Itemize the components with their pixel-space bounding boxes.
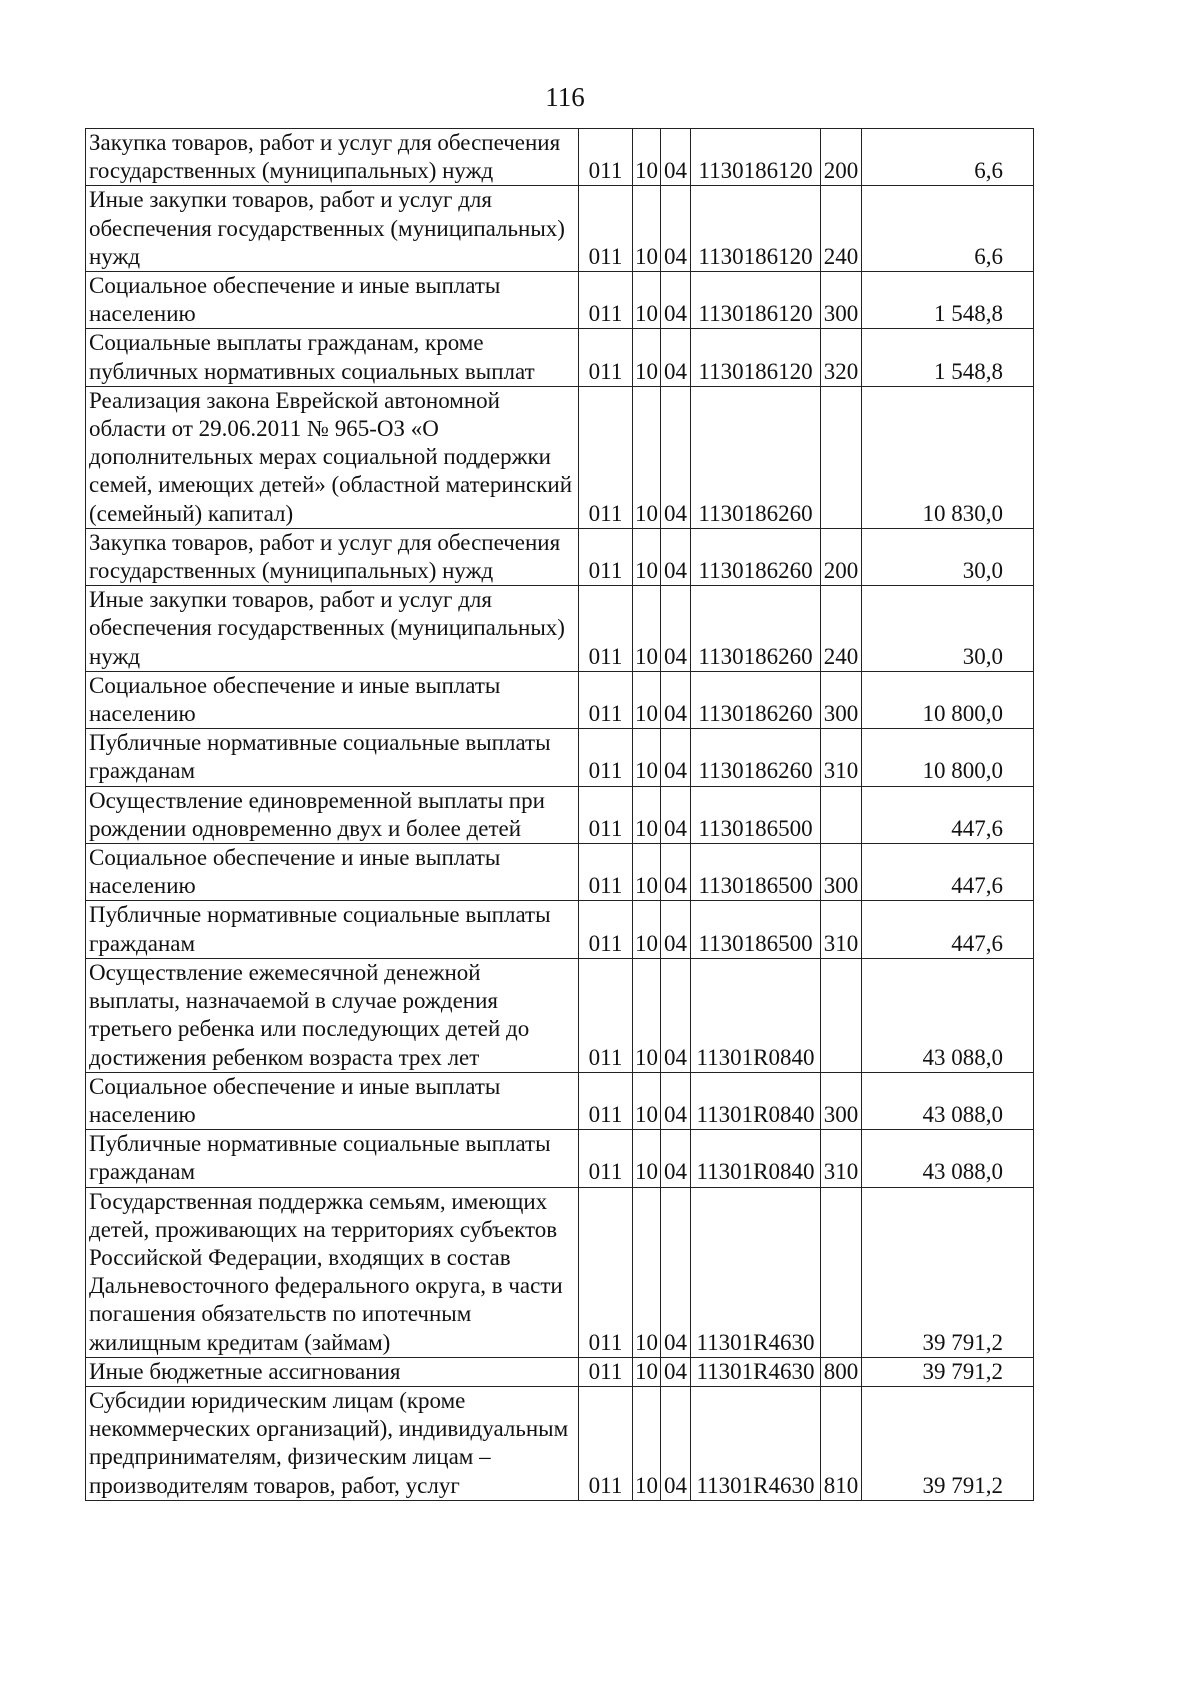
row-vr: [821, 386, 862, 528]
row-vr: 200: [821, 528, 862, 585]
row-cs: 1130186260: [691, 586, 821, 672]
row-cs: 1130186120: [691, 129, 821, 186]
row-rz: 10: [633, 528, 661, 585]
row-pr: 04: [661, 528, 691, 585]
row-gr: 011: [579, 729, 633, 786]
row-rz: 10: [633, 729, 661, 786]
row-rz: 10: [633, 958, 661, 1072]
row-amount: 43 088,0: [862, 958, 1034, 1072]
row-pr: 04: [661, 129, 691, 186]
row-cs: 1130186500: [691, 786, 821, 843]
row-vr: 310: [821, 1130, 862, 1187]
row-amount: 39 791,2: [862, 1187, 1034, 1357]
row-gr: 011: [579, 1187, 633, 1357]
table-row: [86, 386, 1034, 528]
row-gr: 011: [579, 1072, 633, 1129]
row-amount: 10 800,0: [862, 671, 1034, 728]
row-cs: 1130186120: [691, 186, 821, 272]
row-amount: 10 830,0: [862, 386, 1034, 528]
row-cs: 1130186260: [691, 386, 821, 528]
row-amount: 1 548,8: [862, 272, 1034, 329]
row-gr: 011: [579, 958, 633, 1072]
row-name: Государственная поддержка семьям, имеющих детей, проживающих на территориях субъектов Российской Федерации, входящих в состав Дальневосточного федерального округа, в части погашения обязательств по ипотечным жилищным кредитам (займам): [86, 1187, 579, 1357]
row-pr: 04: [661, 729, 691, 786]
row-cs: 11301R0840: [691, 958, 821, 1072]
row-gr: 011: [579, 1130, 633, 1187]
row-vr: [821, 958, 862, 1072]
row-rz: 10: [633, 1386, 661, 1500]
row-rz: 10: [633, 586, 661, 672]
page-number: 116: [545, 82, 585, 112]
row-gr: 011: [579, 671, 633, 728]
row-name: Закупка товаров, работ и услуг для обеспечения государственных (муниципальных) нужд: [86, 528, 579, 585]
table-row: [86, 1072, 1034, 1129]
row-pr: 04: [661, 329, 691, 386]
row-amount: 30,0: [862, 528, 1034, 585]
row-rz: 10: [633, 1130, 661, 1187]
row-name: Иные закупки товаров, работ и услуг для обеспечения государственных (муниципальных) нужд: [86, 186, 579, 272]
row-amount: 6,6: [862, 129, 1034, 186]
row-gr: 011: [579, 786, 633, 843]
table-row: [86, 129, 1034, 186]
table-row: [86, 329, 1034, 386]
row-name: Социальное обеспечение и иные выплаты населению: [86, 671, 579, 728]
row-name: Публичные нормативные социальные выплаты гражданам: [86, 729, 579, 786]
row-pr: 04: [661, 958, 691, 1072]
row-amount: 447,6: [862, 786, 1034, 843]
row-amount: 39 791,2: [862, 1357, 1034, 1386]
row-name: Публичные нормативные социальные выплаты гражданам: [86, 901, 579, 958]
table-row: [86, 844, 1034, 901]
table-row: [86, 1386, 1034, 1500]
table-row: [86, 729, 1034, 786]
row-vr: 310: [821, 729, 862, 786]
table-row: [86, 1357, 1034, 1386]
row-pr: 04: [661, 1130, 691, 1187]
row-name: Социальное обеспечение и иные выплаты населению: [86, 844, 579, 901]
row-pr: 04: [661, 901, 691, 958]
row-amount: 10 800,0: [862, 729, 1034, 786]
row-cs: 11301R0840: [691, 1130, 821, 1187]
row-rz: 10: [633, 272, 661, 329]
row-cs: 1130186500: [691, 901, 821, 958]
row-name: Закупка товаров, работ и услуг для обеспечения государственных (муниципальных) нужд: [86, 129, 579, 186]
row-name: Социальное обеспечение и иные выплаты населению: [86, 272, 579, 329]
row-amount: 447,6: [862, 844, 1034, 901]
row-rz: 10: [633, 1187, 661, 1357]
row-name: Осуществление ежемесячной денежной выплаты, назначаемой в случае рождения третьего ребенка или последующих детей до достижения ребенком возраста трех лет: [86, 958, 579, 1072]
row-rz: 10: [633, 901, 661, 958]
row-cs: 11301R0840: [691, 1072, 821, 1129]
row-cs: 1130186120: [691, 329, 821, 386]
row-vr: 300: [821, 272, 862, 329]
table-row: [86, 671, 1034, 728]
row-vr: 240: [821, 586, 862, 672]
row-rz: 10: [633, 844, 661, 901]
row-cs: 1130186120: [691, 272, 821, 329]
row-gr: 011: [579, 586, 633, 672]
row-gr: 011: [579, 1386, 633, 1500]
row-cs: 1130186260: [691, 671, 821, 728]
row-pr: 04: [661, 844, 691, 901]
row-cs: 11301R4630: [691, 1187, 821, 1357]
row-cs: 1130186260: [691, 528, 821, 585]
row-vr: 300: [821, 844, 862, 901]
row-cs: 11301R4630: [691, 1357, 821, 1386]
row-amount: 39 791,2: [862, 1386, 1034, 1500]
row-gr: 011: [579, 186, 633, 272]
table-row: [86, 272, 1034, 329]
row-cs: 1130186260: [691, 729, 821, 786]
table-row: [86, 586, 1034, 672]
row-vr: 320: [821, 329, 862, 386]
row-gr: 011: [579, 1357, 633, 1386]
row-name: Осуществление единовременной выплаты при рождении одновременно двух и более детей: [86, 786, 579, 843]
row-amount: 43 088,0: [862, 1130, 1034, 1187]
row-vr: 800: [821, 1357, 862, 1386]
row-pr: 04: [661, 786, 691, 843]
row-gr: 011: [579, 272, 633, 329]
row-rz: 10: [633, 129, 661, 186]
row-rz: 10: [633, 786, 661, 843]
row-pr: 04: [661, 186, 691, 272]
row-gr: 011: [579, 901, 633, 958]
table-row: [86, 1130, 1034, 1187]
row-rz: 10: [633, 1357, 661, 1386]
row-amount: 1 548,8: [862, 329, 1034, 386]
row-cs: 1130186500: [691, 844, 821, 901]
row-pr: 04: [661, 586, 691, 672]
table-row: [86, 528, 1034, 585]
row-vr: 300: [821, 671, 862, 728]
row-rz: 10: [633, 1072, 661, 1129]
table-row: [86, 1187, 1034, 1357]
row-vr: 240: [821, 186, 862, 272]
row-rz: 10: [633, 386, 661, 528]
row-gr: 011: [579, 528, 633, 585]
row-pr: 04: [661, 1386, 691, 1500]
row-name: Реализация закона Еврейской автономной области от 29.06.2011 № 965-ОЗ «О дополнительных мерах социальной поддержки семей, имеющих детей» (областной материнский (семейный) капитал): [86, 386, 579, 528]
row-pr: 04: [661, 1357, 691, 1386]
row-name: Иные закупки товаров, работ и услуг для обеспечения государственных (муниципальных) нужд: [86, 586, 579, 672]
table-row: [86, 786, 1034, 843]
budget-table: [85, 128, 1034, 1501]
row-name: Публичные нормативные социальные выплаты гражданам: [86, 1130, 579, 1187]
row-vr: [821, 1187, 862, 1357]
row-pr: 04: [661, 671, 691, 728]
row-pr: 04: [661, 1187, 691, 1357]
row-name: Социальные выплаты гражданам, кроме публичных нормативных социальных выплат: [86, 329, 579, 386]
row-rz: 10: [633, 329, 661, 386]
row-vr: 300: [821, 1072, 862, 1129]
row-gr: 011: [579, 386, 633, 528]
row-vr: 200: [821, 129, 862, 186]
row-vr: 810: [821, 1386, 862, 1500]
table-row: [86, 901, 1034, 958]
row-cs: 11301R4630: [691, 1386, 821, 1500]
row-vr: [821, 786, 862, 843]
row-pr: 04: [661, 1072, 691, 1129]
row-name: Социальное обеспечение и иные выплаты населению: [86, 1072, 579, 1129]
row-rz: 10: [633, 671, 661, 728]
row-amount: 6,6: [862, 186, 1034, 272]
row-amount: 43 088,0: [862, 1072, 1034, 1129]
row-rz: 10: [633, 186, 661, 272]
row-pr: 04: [661, 272, 691, 329]
row-amount: 30,0: [862, 586, 1034, 672]
row-name: Иные бюджетные ассигнования: [86, 1357, 579, 1386]
table-row: [86, 186, 1034, 272]
row-pr: 04: [661, 386, 691, 528]
row-gr: 011: [579, 329, 633, 386]
row-vr: 310: [821, 901, 862, 958]
row-gr: 011: [579, 844, 633, 901]
row-gr: 011: [579, 129, 633, 186]
row-name: Субсидии юридическим лицам (кроме некоммерческих организаций), индивидуальным предпринимателям, физическим лицам – производителям товаров, работ, услуг: [86, 1386, 579, 1500]
table-row: [86, 958, 1034, 1072]
row-amount: 447,6: [862, 901, 1034, 958]
